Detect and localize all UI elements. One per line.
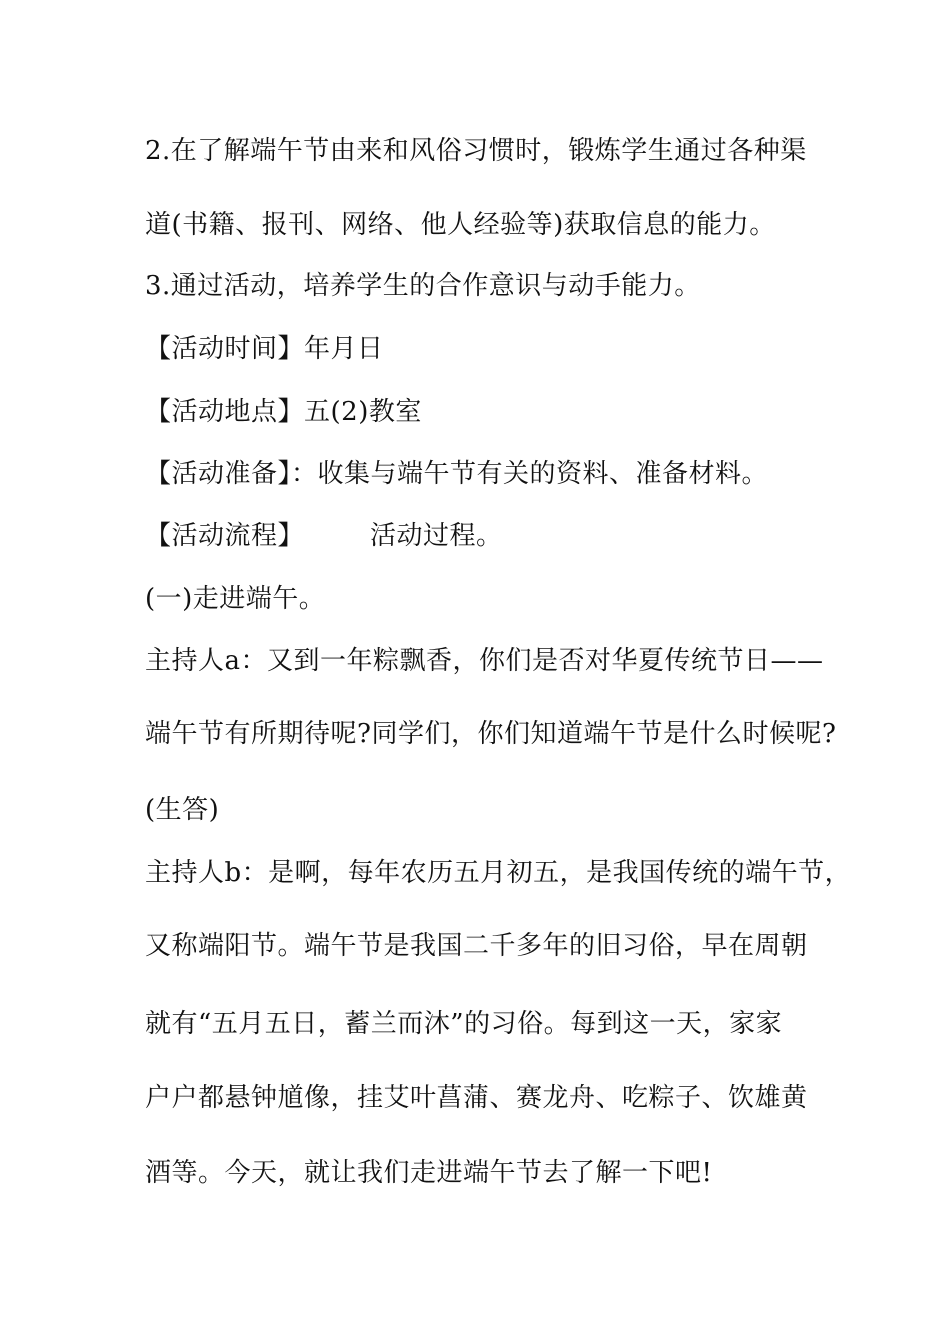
activity-preparation-label: 【活动准备】 <box>145 459 292 489</box>
host-a-line-2: 端午节有所期待呢?同学们，你们知道端午节是什么时候呢? <box>145 719 837 749</box>
host-b-line-4: 户户都悬钟馗像，挂艾叶菖蒲、赛龙舟、吃粽子、饮雄黄 <box>145 1083 808 1113</box>
activity-time <box>145 333 845 365</box>
activity-preparation <box>145 458 845 490</box>
host-b-line-2: 又称端阳节。端午节是我国二千多年的旧习俗，早在周朝 <box>145 931 808 961</box>
objective-3: 3.通过活动，培养学生的合作意识与动手能力。 <box>145 271 701 301</box>
host-a-line-1: 主持人a：又到一年粽飘香，你们是否对华夏传统节日—— <box>145 646 824 676</box>
host-b-line-3: 就有“五月五日，蓄兰而沐”的习俗。每到这一天，家家 <box>145 1009 783 1039</box>
activity-place <box>145 396 845 428</box>
section-1-heading: (一)走进端午。 <box>145 584 326 614</box>
objective-2-line-2: 道(书籍、报刊、网络、他人经验等)获取信息的能力。 <box>145 210 776 240</box>
student-answer: (生答) <box>145 795 220 825</box>
activity-preparation-value: ：收集与端午节有关的资料、准备材料。 <box>291 459 769 489</box>
activity-flow-value: 活动过程。 <box>370 521 503 551</box>
objective-2-line-1: 2.在了解端午节由来和风俗习惯时，锻炼学生通过各种渠 <box>145 136 807 166</box>
activity-flow-label: 【活动流程】 <box>145 521 305 551</box>
host-b-line-5: 酒等。今天，就让我们走进端午节去了解一下吧! <box>145 1158 713 1188</box>
activity-place-value: 五(2)教室 <box>304 397 422 427</box>
activity-time-value: 年月日 <box>304 334 384 364</box>
activity-place-label: 【活动地点】 <box>145 397 305 427</box>
host-b-line-1: 主持人b：是啊，每年农历五月初五，是我国传统的端午节， <box>145 858 852 888</box>
activity-flow <box>145 520 845 552</box>
activity-time-label: 【活动时间】 <box>145 334 305 364</box>
